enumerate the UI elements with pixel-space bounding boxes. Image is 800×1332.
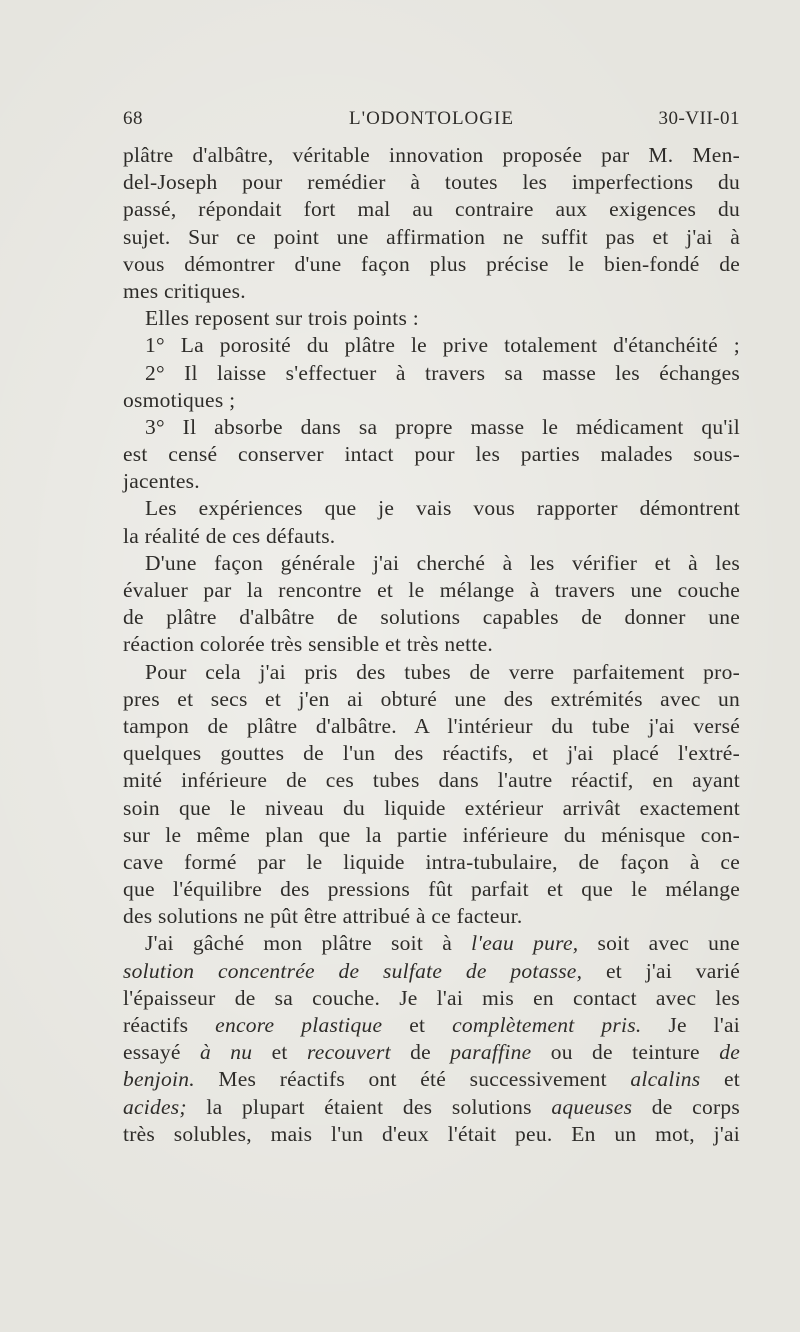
text-run: 2° Il laisse s'effectuer à travers sa masse les échanges — [145, 360, 740, 385]
text-line — [123, 876, 740, 903]
italic-text: complètement pris. — [452, 1013, 642, 1037]
text-run: très solubles, mais l'un d'eux l'était peu. En un mot, j'ai — [123, 1121, 740, 1146]
text-run: la réalité de ces défauts. — [123, 523, 336, 548]
text-run: des solutions ne pût être attribué à ce facteur. — [123, 904, 523, 929]
text-line — [123, 332, 740, 359]
text-line — [123, 767, 740, 794]
text-run: 1° La porosité du plâtre le prive totalement d'étanchéité ; — [145, 333, 740, 358]
text-run: et j'ai varié — [582, 958, 740, 983]
text-line — [123, 441, 740, 468]
text-line — [123, 142, 740, 169]
text-run: de — [390, 1040, 451, 1065]
text-run: Les expériences que je vais vous rapporter démontrent — [145, 496, 740, 521]
text-line — [123, 1039, 740, 1066]
text-run: plâtre d'albâtre, véritable innovation proposée par M. Men- — [123, 143, 740, 167]
text-run: pres et secs et j'en ai obturé une des extrémités avec un — [123, 686, 740, 711]
running-header — [123, 108, 740, 134]
text-run: sur le même plan que la partie inférieure du ménisque con- — [123, 822, 740, 847]
text-run: cave formé par le liquide intra-tubulaire, de façon à ce — [123, 849, 740, 874]
text-run: évaluer par la rencontre et le mélange à travers une couche — [123, 578, 740, 602]
text-line — [123, 713, 740, 740]
text-line — [123, 740, 740, 767]
text-run: réactifs — [123, 1013, 216, 1037]
text-line — [123, 278, 740, 305]
text-run: D'une façon générale j'ai cherché à les vérifier et à les — [145, 550, 740, 575]
text-run: essayé — [123, 1040, 200, 1065]
text-run: del-Joseph pour remédier à toutes les imperfections du — [123, 170, 740, 195]
text-run: que l'équilibre des pressions fût parfait et que le mélange — [123, 877, 740, 902]
text-run: soin que le niveau du liquide extérieur arrivât exactement — [123, 795, 740, 820]
text-line — [123, 930, 740, 957]
text-line — [123, 523, 740, 550]
italic-text: benjoin. — [123, 1067, 195, 1092]
text-run: 3° Il absorbe dans sa propre masse le médicament qu'il — [145, 414, 740, 439]
text-run: l'épaisseur de sa couche. Je l'ai mis en contact avec les — [123, 985, 740, 1010]
text-run: de plâtre d'albâtre de solutions capables de donner une — [123, 605, 740, 630]
text-run: quelques gouttes de l'un des réactifs, et j'ai placé l'extré- — [123, 741, 740, 766]
issue-date: 30-VII-01 — [658, 108, 740, 129]
text-run: soit avec une — [578, 931, 740, 956]
text-line — [123, 795, 740, 822]
text-line — [123, 1012, 740, 1039]
text-line — [123, 822, 740, 849]
text-line — [123, 903, 740, 930]
text-run: sujet. Sur ce point une affirmation ne suffit pas et j'ai à — [123, 224, 740, 249]
text-run: Elles reposent sur trois points : — [145, 306, 419, 331]
text-line — [123, 1121, 740, 1148]
text-line — [123, 985, 740, 1012]
text-run: et — [252, 1040, 307, 1065]
text-run: mes critiques. — [123, 278, 246, 303]
text-run: vous démontrer d'une façon plus précise le bien-fondé de — [123, 251, 740, 276]
italic-text: encore plastique — [215, 1013, 383, 1037]
body-text — [123, 142, 740, 1148]
page-number: 68 — [123, 108, 143, 129]
italic-text: paraffine — [450, 1040, 532, 1065]
text-run: osmotiques ; — [123, 387, 236, 412]
italic-text: l'eau pure, — [471, 931, 579, 956]
italic-text: aqueuses — [551, 1094, 633, 1119]
text-run: passé, répondait fort mal au contraire aux exigences du — [123, 197, 740, 222]
text-line — [123, 958, 740, 985]
text-run: Mes réactifs ont été successivement — [194, 1067, 631, 1092]
text-run: ou de teinture — [531, 1040, 720, 1065]
text-line — [123, 686, 740, 713]
text-line — [123, 468, 740, 495]
text-line — [123, 251, 740, 278]
text-run: de corps — [632, 1094, 740, 1119]
italic-text: acides; — [123, 1094, 187, 1119]
text-line — [123, 196, 740, 223]
text-run: J'ai gâché mon plâtre soit à — [145, 931, 472, 956]
text-run: tampon de plâtre d'albâtre. A l'intérieur du tube j'ai versé — [123, 713, 740, 738]
text-line — [123, 1066, 740, 1093]
text-line — [123, 849, 740, 876]
text-line — [123, 604, 740, 631]
text-run: jacentes. — [123, 469, 200, 494]
text-line — [123, 305, 740, 332]
text-run: la plupart étaient des solutions — [186, 1094, 552, 1119]
text-line — [123, 659, 740, 686]
text-run: Je l'ai — [641, 1013, 741, 1037]
text-run: et — [382, 1013, 453, 1037]
text-run: et — [700, 1067, 740, 1092]
text-line — [123, 495, 740, 522]
text-run: Pour cela j'ai pris des tubes de verre parfaitement pro- — [145, 659, 740, 684]
text-line — [123, 224, 740, 251]
text-run: est censé conserver intact pour les parties malades sous- — [123, 442, 740, 467]
italic-text: de — [719, 1040, 740, 1065]
text-line — [123, 577, 740, 604]
text-line — [123, 1094, 740, 1121]
text-run: mité inférieure de ces tubes dans l'autre réactif, en ayant — [123, 768, 740, 793]
text-line — [123, 550, 740, 577]
italic-text: recouvert — [306, 1040, 391, 1065]
text-run: réaction colorée très sensible et très nette. — [123, 632, 494, 657]
text-line — [123, 387, 740, 414]
text-line — [123, 631, 740, 658]
italic-text: solution concentrée de sulfate de potasse, — [123, 958, 583, 983]
italic-text: à nu — [199, 1040, 253, 1065]
text-line — [123, 169, 740, 196]
text-line — [123, 360, 740, 387]
italic-text: alcalins — [630, 1067, 701, 1092]
text-line — [123, 414, 740, 441]
journal-title: L'ODONTOLOGIE — [349, 108, 514, 129]
